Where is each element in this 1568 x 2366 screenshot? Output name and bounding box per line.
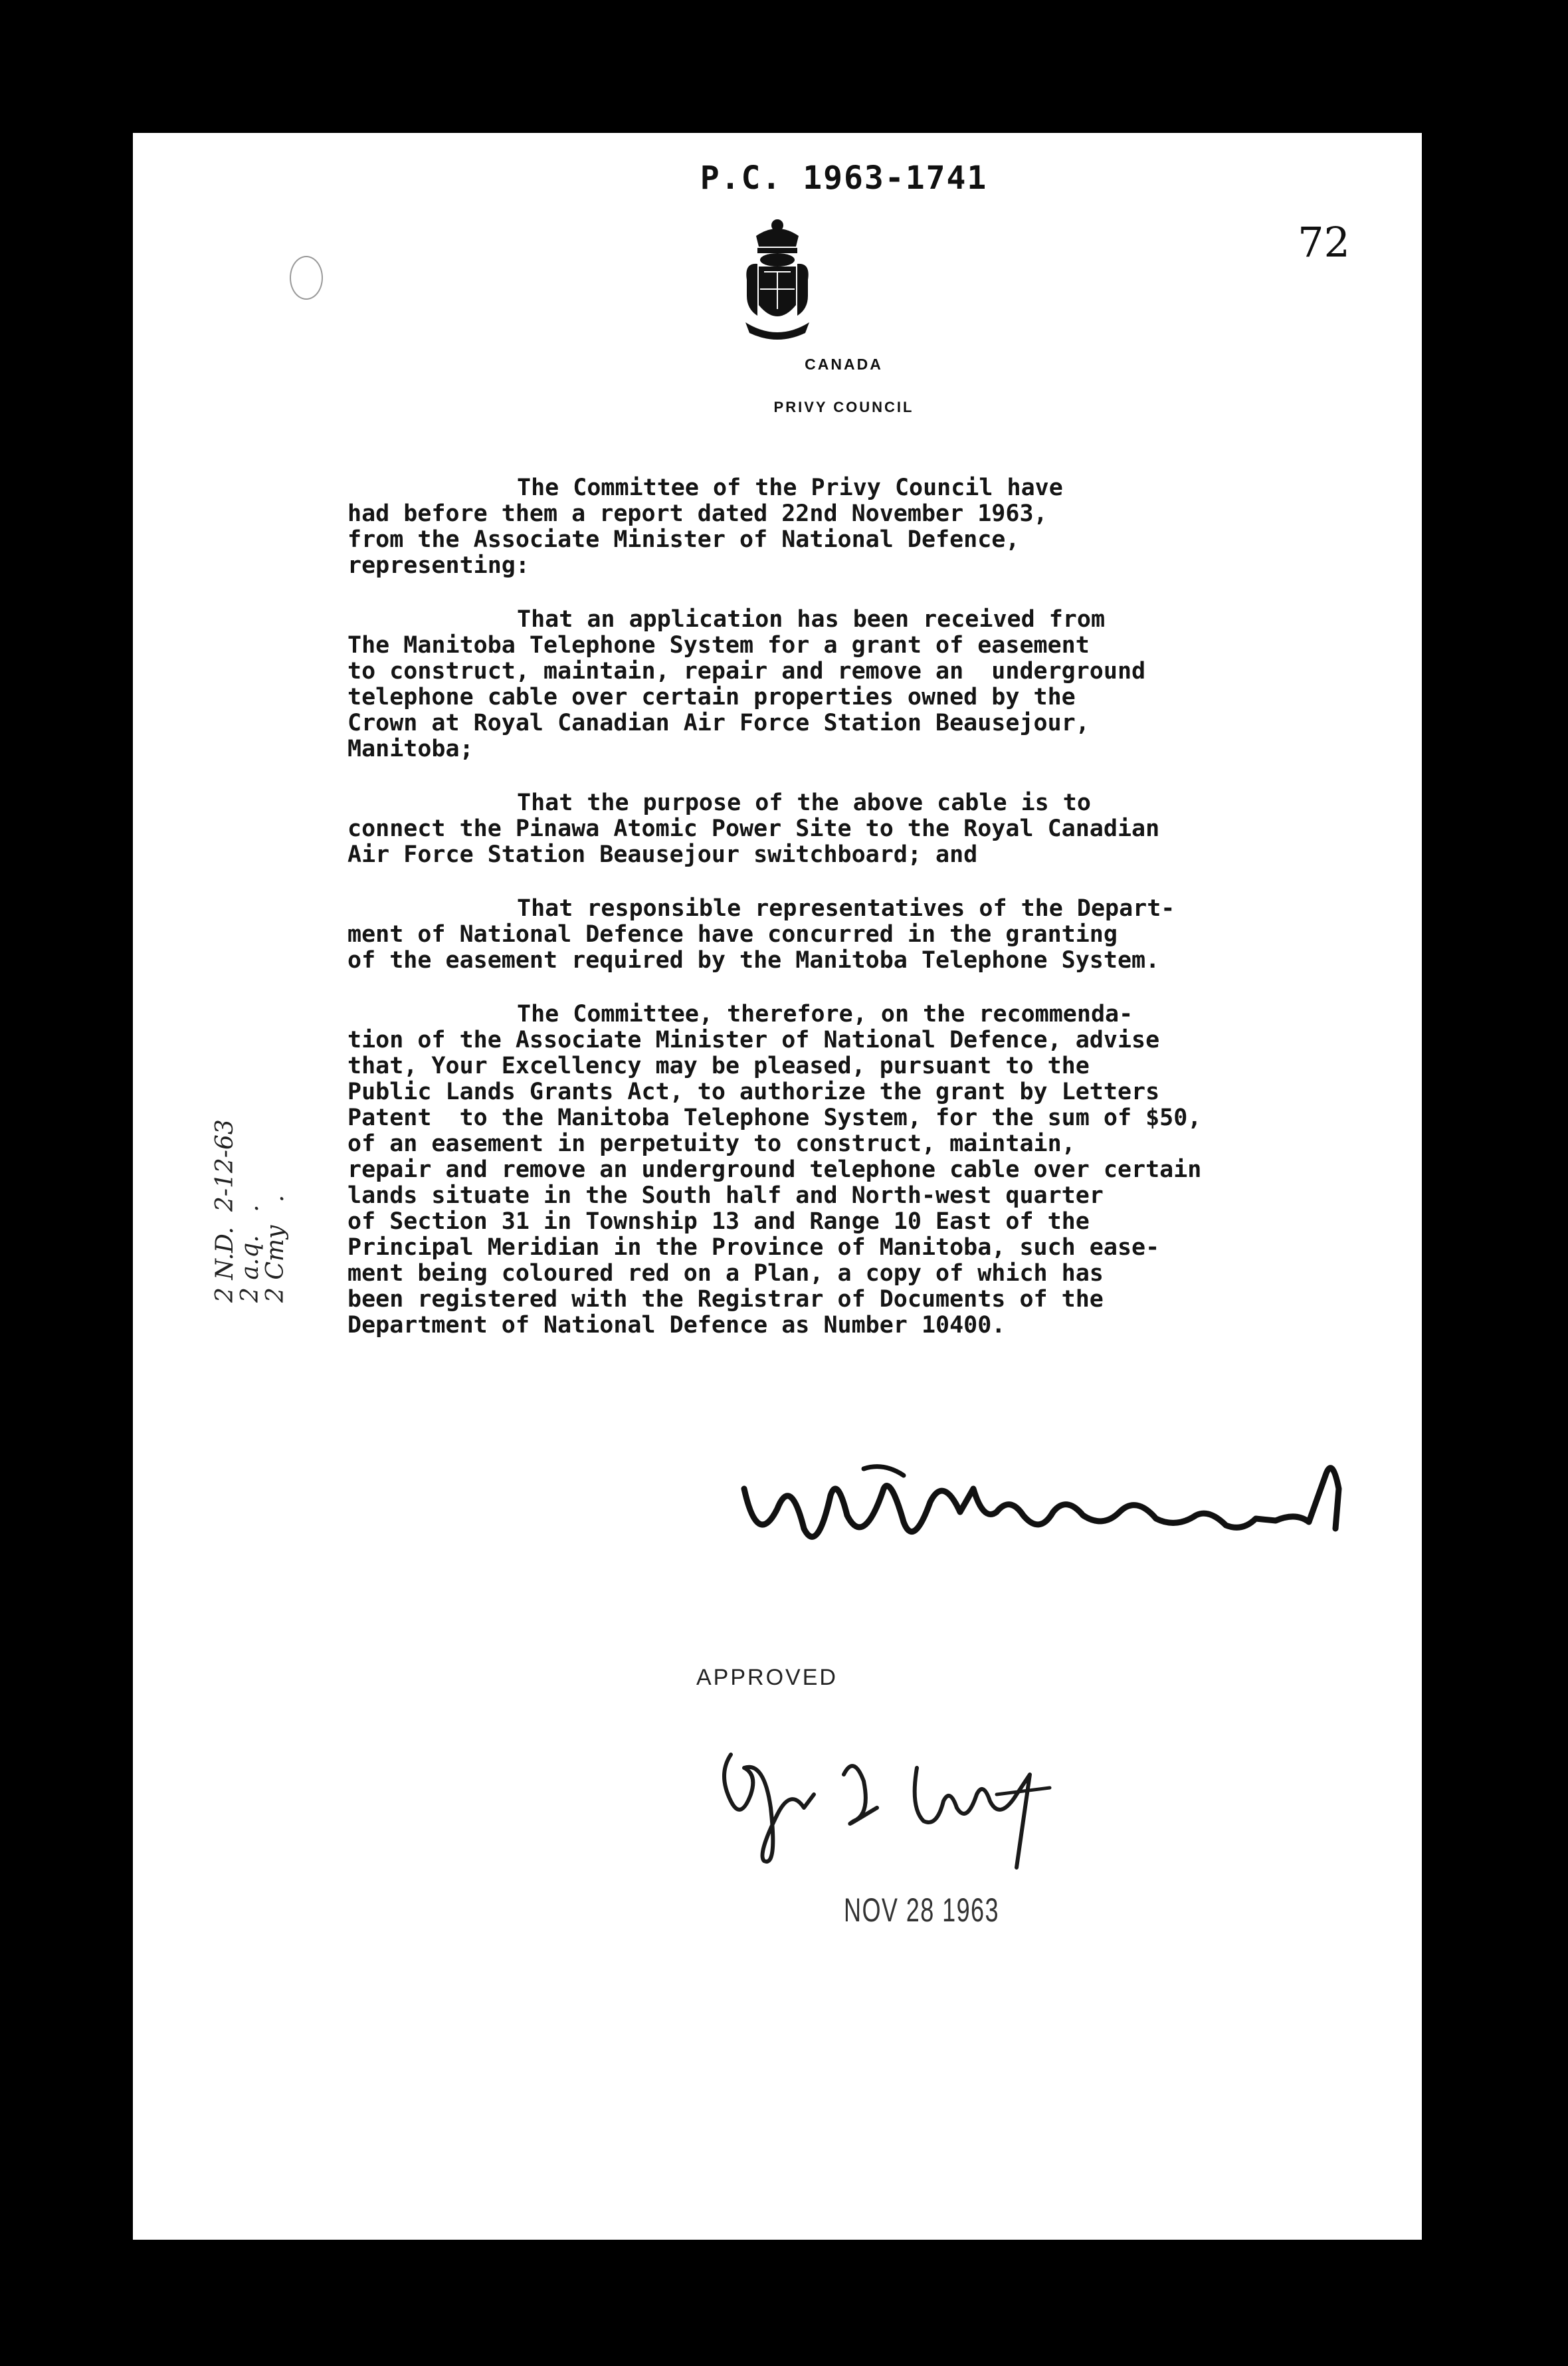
document-page [133, 133, 1422, 2240]
governor-general-signature [704, 1728, 1076, 1874]
text-line: That the purpose of the above cable is to [517, 790, 1091, 816]
text-line: of an easement in perpetuity to construct, maintain, [347, 1130, 1076, 1157]
text-line: Department of National Defence as Number 10400. [347, 1312, 1006, 1339]
text-line: from the Associate Minister of National Defence, [347, 526, 1020, 553]
folio-number: 72 [1298, 218, 1350, 267]
text-line: connect the Pinawa Atomic Power Site to the Royal Canadian [347, 815, 1160, 842]
text-line: of Section 31 in Township 13 and Range 10 East of the [347, 1208, 1090, 1235]
coat-of-arms-icon [737, 216, 817, 349]
text-line: repair and remove an underground telephone cable over certain [347, 1156, 1202, 1183]
margin-note-text: 2 N.D. 2-12-63 2 a.q. . 2 Cmy . [211, 1119, 289, 1303]
text-line: been registered with the Registrar of Documents of the [347, 1286, 1104, 1313]
text-line: that, Your Excellency may be pleased, pursuant to the [347, 1053, 1090, 1079]
text-line: Public Lands Grants Act, to authorize the grant by Letters [347, 1079, 1160, 1105]
text-line: representing: [347, 552, 530, 579]
order-reference: P.C. 1963-1741 [700, 160, 988, 197]
text-line: ment being coloured red on a Plan, a copy of which has [347, 1260, 1104, 1287]
approval-date-stamp: NOV 28 1963 [844, 1891, 999, 1929]
paragraph-recommendation [347, 1002, 1397, 1339]
text-line: That an application has been received from [517, 606, 1106, 633]
text-line: ment of National Defence have concurred in the granting [347, 921, 1118, 948]
paragraph-concurrence [347, 896, 1397, 974]
text-line: of the easement required by the Manitoba Telephone System. [347, 947, 1160, 974]
punch-hole [290, 256, 323, 300]
text-line: Manitoba; [347, 736, 474, 762]
text-line: Air Force Station Beausejour switchboard; and [347, 841, 978, 868]
text-line: to construct, maintain, repair and remove an underground [347, 658, 1146, 685]
text-line: That responsible representatives of the Depart- [517, 895, 1175, 922]
text-line: tion of the Associate Minister of National Defence, advise [347, 1027, 1160, 1053]
text-line: lands situate in the South half and North-west quarter [347, 1182, 1104, 1209]
text-line: The Committee, therefore, on the recommenda- [517, 1001, 1133, 1027]
text-line: Crown at Royal Canadian Air Force Station Beausejour, [347, 710, 1090, 736]
country-heading: CANADA [805, 356, 883, 373]
council-heading: PRIVY COUNCIL [773, 399, 914, 415]
text-line: The Committee of the Privy Council have [517, 475, 1063, 501]
handwritten-margin-note [211, 930, 289, 1303]
paragraph-application [347, 607, 1397, 762]
approved-label: APPROVED [696, 1665, 838, 1690]
text-line: telephone cable over certain properties owned by the [347, 684, 1076, 710]
paragraph-purpose [347, 790, 1397, 868]
paragraph-intro [347, 475, 1397, 579]
clerk-signature [731, 1449, 1382, 1562]
text-line: had before them a report dated 22nd November 1963, [347, 500, 1048, 527]
text-line: Patent to the Manitoba Telephone System, for the sum of $50, [347, 1105, 1202, 1131]
text-line: The Manitoba Telephone System for a grant of easement [347, 632, 1090, 659]
order-text [347, 475, 1397, 1366]
text-line: Principal Meridian in the Province of Manitoba, such ease- [347, 1234, 1160, 1261]
